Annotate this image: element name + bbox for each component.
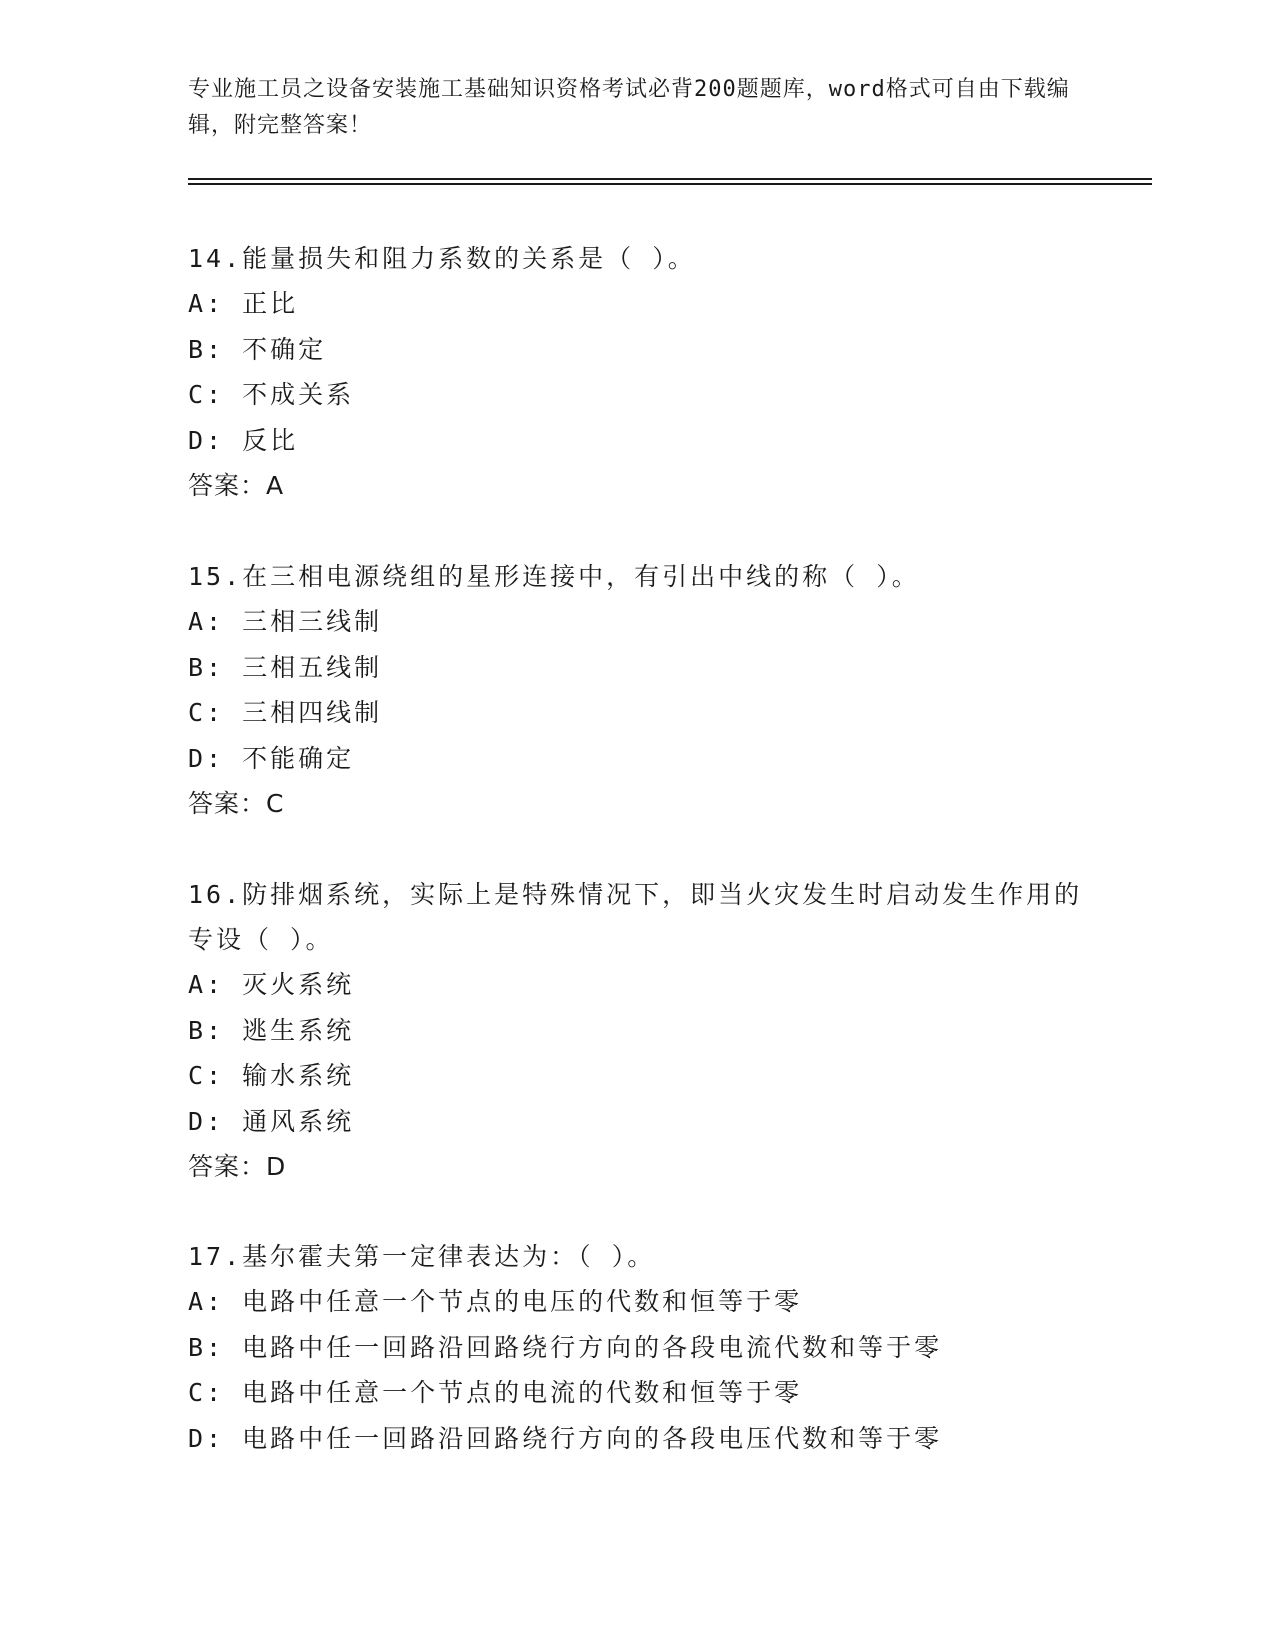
header-divider-line: [188, 178, 1152, 180]
question-16: [188, 872, 1088, 1189]
answer: 答案：C: [188, 789, 285, 818]
option-a: A: 三相三线制: [188, 607, 383, 636]
option-d: D: 反比: [188, 425, 299, 455]
option-c: C: 三相四线制: [188, 698, 383, 727]
option-b: B: 电路中任一回路沿回路绕行方向的各段电流代数和等于零: [188, 1332, 943, 1362]
question-17: [188, 1234, 1088, 1461]
option-b: B: 三相五线制: [188, 652, 383, 682]
question-15: [188, 554, 1088, 826]
document-header: 专业施工员之设备安装施工基础知识资格考试必背200题题库，word格式可自由下载编辑，附完整答案！: [188, 77, 1070, 138]
question-stem: 16.防排烟系统，实际上是特殊情况下，即当火灾发生时启动发生作用的专设（ ）。: [188, 880, 1083, 954]
question-stem: 15.在三相电源绕组的星形连接中，有引出中线的称（ ）。: [188, 562, 920, 591]
answer: 答案：A: [188, 471, 285, 500]
option-a: A: 正比: [188, 289, 299, 318]
option-d: D: 不能确定: [188, 743, 355, 773]
option-c: C: 不成关系: [188, 380, 355, 409]
option-d: D: 电路中任一回路沿回路绕行方向的各段电压代数和等于零: [188, 1423, 943, 1453]
question-stem: 14.能量损失和阻力系数的关系是（ ）。: [188, 244, 696, 273]
header-divider-line: [188, 183, 1152, 185]
option-c: C: 电路中任意一个节点的电流的代数和恒等于零: [188, 1378, 803, 1407]
option-a: A: 灭火系统: [188, 970, 355, 999]
option-c: C: 输水系统: [188, 1061, 355, 1090]
option-b: B: 不确定: [188, 334, 327, 364]
option-a: A: 电路中任意一个节点的电压的代数和恒等于零: [188, 1287, 803, 1316]
question-14: [188, 236, 1088, 508]
option-d: D: 通风系统: [188, 1106, 355, 1136]
question-stem: 17.基尔霍夫第一定律表达为：（ ）。: [188, 1242, 656, 1271]
option-b: B: 逃生系统: [188, 1015, 355, 1045]
answer: 答案：D: [188, 1152, 287, 1181]
